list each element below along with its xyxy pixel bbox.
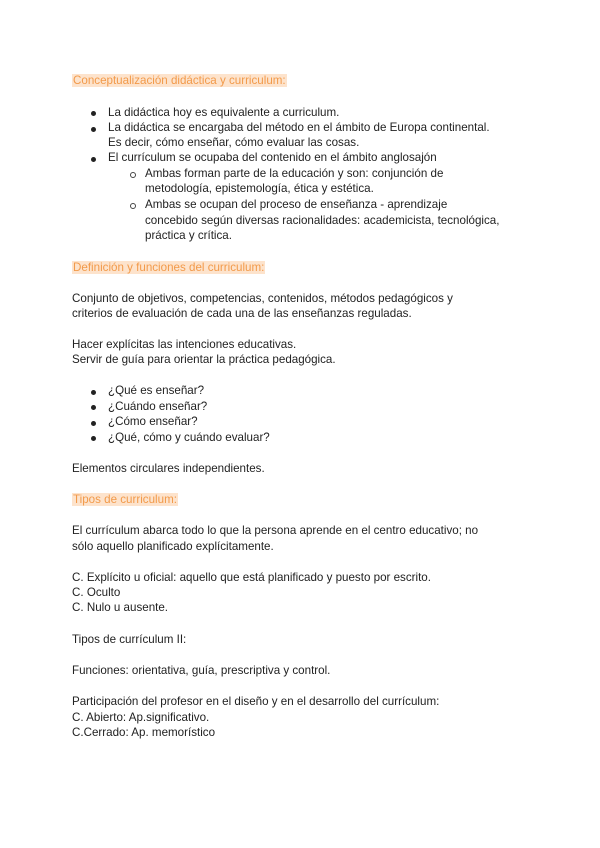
list-item: ¿Cómo enseñar?	[108, 415, 198, 428]
section-heading-conceptualizacion: Conceptualización didáctica y curriculum:	[73, 74, 286, 87]
paragraph-line: C. Oculto	[72, 586, 121, 599]
sub-list-item: Ambas se ocupan del proceso de enseñanza - aprendizaje	[145, 198, 448, 211]
sub-list-item-continuation: concebido según diversas racionalidades: academicista, tecnológica,	[145, 214, 500, 227]
sub-bullet-circle	[130, 172, 136, 178]
paragraph-line: criterios de evaluación de cada una de las enseñanzas reguladas.	[72, 307, 412, 320]
sub-bullet-circle	[130, 203, 136, 209]
list-item: La didáctica se encargaba del método en el ámbito de Europa continental.	[108, 121, 490, 134]
bullet-dot	[91, 390, 96, 395]
paragraph-line: C. Abierto: Ap.significativo.	[72, 711, 210, 724]
list-item: ¿Qué es enseñar?	[108, 384, 205, 397]
paragraph-line: sólo aquello planificado explícitamente.	[72, 540, 274, 553]
section-heading-tipos: Tipos de curriculum:	[73, 493, 177, 506]
paragraph-line: Hacer explícitas las intenciones educativas.	[72, 338, 297, 351]
bullet-dot	[91, 405, 96, 410]
bullet-dot	[91, 157, 96, 162]
paragraph-line: Participación del profesor en el diseño y en el desarrollo del currículum:	[72, 695, 440, 708]
bullet-dot	[91, 436, 96, 441]
paragraph-line: Tipos de currículum II:	[72, 633, 187, 646]
sub-list-item-continuation: práctica y crítica.	[145, 229, 232, 242]
paragraph-line: Conjunto de objetivos, competencias, contenidos, métodos pedagógicos y	[72, 292, 453, 305]
list-item: ¿Cuándo enseñar?	[108, 400, 208, 413]
paragraph-line: C. Explícito u oficial: aquello que está planificado y puesto por escrito.	[72, 571, 431, 584]
bullet-dot	[91, 111, 96, 116]
bullet-dot	[91, 421, 96, 426]
list-item: ¿Qué, cómo y cuándo evaluar?	[108, 431, 270, 444]
paragraph-line: Elementos circulares independientes.	[72, 462, 265, 475]
list-item: La didáctica hoy es equivalente a curriculum.	[108, 106, 340, 119]
sub-list-item-continuation: metodología, epistemología, ética y estética.	[145, 182, 374, 195]
paragraph-line: Funciones: orientativa, guía, prescriptiva y control.	[72, 664, 331, 677]
list-item-continuation: Es decir, cómo enseñar, cómo evaluar las cosas.	[108, 136, 360, 149]
sub-list-item: Ambas forman parte de la educación y son: conjunción de	[145, 167, 444, 180]
paragraph-line: C. Nulo u ausente.	[72, 601, 169, 614]
bullet-dot	[91, 127, 96, 132]
section-heading-definicion: Definición y funciones del curriculum:	[73, 261, 265, 274]
list-item: El currículum se ocupaba del contenido en el ámbito anglosajón	[108, 151, 437, 164]
paragraph-line: Servir de guía para orientar la práctica pedagógica.	[72, 353, 336, 366]
paragraph-line: C.Cerrado: Ap. memorístico	[72, 726, 216, 739]
paragraph-line: El currículum abarca todo lo que la persona aprende en el centro educativo; no	[72, 524, 479, 537]
